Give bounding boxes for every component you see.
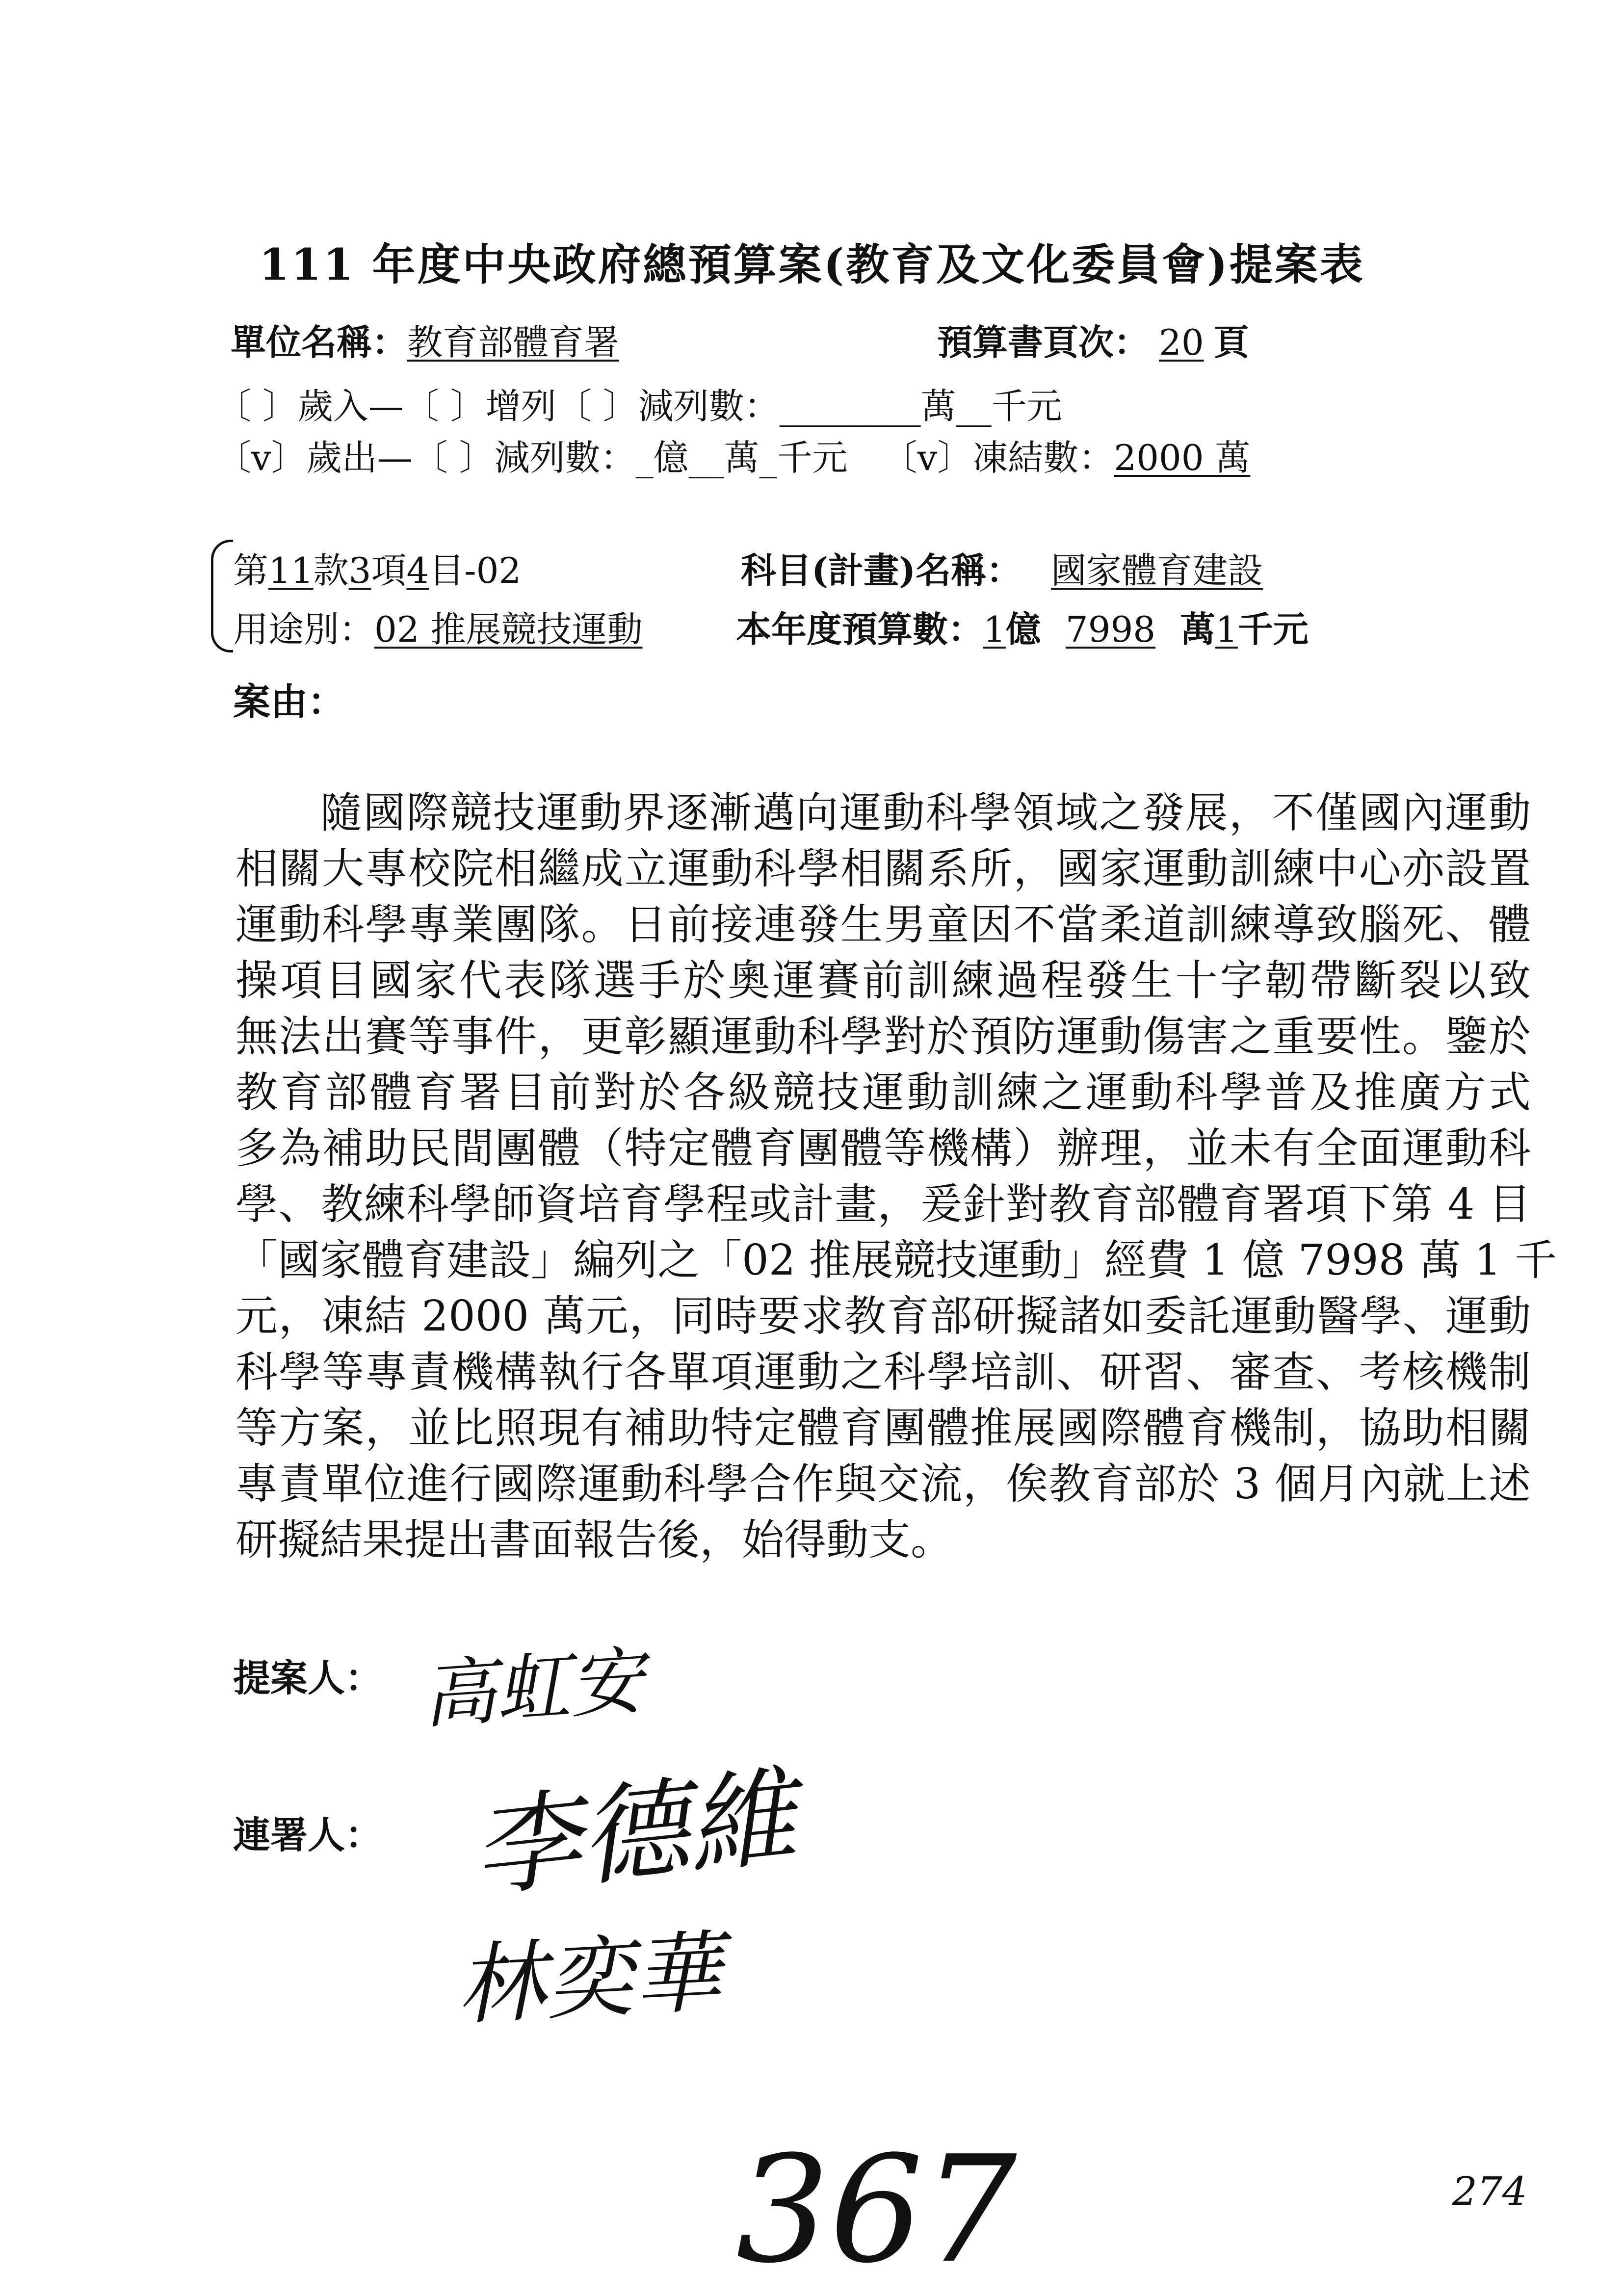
kuan-label: 款 [313, 550, 349, 591]
page-ref-row [937, 314, 1249, 365]
page-ref-suffix: 頁 [1213, 321, 1249, 363]
body-line: 操項目國家代表隊選手於奧運賽前訓練過程發生十字韌帶斷裂以致 [236, 956, 1531, 1005]
subject-value: 國家體育建設 [1051, 550, 1263, 591]
mu-label: 目-02 [429, 550, 522, 591]
budget-label: 本年度預算數： [736, 608, 984, 650]
proposer-signature: 高虹安 [419, 1638, 646, 1739]
body-line: 「國家體育建設」編列之「02 推展競技運動」經費 1 億 7998 萬 1 千 [236, 1236, 1557, 1285]
reason-label: 案由： [233, 680, 345, 724]
freeze-value: 2000 萬 [1114, 437, 1251, 478]
body-line: 研擬結果提出書面報告後，始得動支。 [236, 1515, 953, 1565]
body-line: 教育部體育署目前對於各級競技運動訓練之運動科學普及推廣方式 [236, 1068, 1531, 1117]
body-line: 相關大專校院相繼成立運動科學相關系所，國家運動訓練中心亦設置 [236, 844, 1531, 893]
budget-wan: 7998 [1065, 609, 1156, 650]
cosigner-signature-2: 林奕華 [454, 1921, 724, 2037]
handwritten-number: 367 [736, 2124, 1017, 2296]
subject-label: 科目(計畫)名稱： [741, 549, 1022, 591]
proposer-label: 提案人： [233, 1656, 382, 1700]
usage-value: 02 推展競技運動 [374, 609, 643, 650]
page-ref-label: 預算書頁次： [937, 321, 1150, 363]
expense-row [216, 429, 1250, 480]
page-number: 274 [1452, 2168, 1527, 2214]
kuan-value: 11 [268, 550, 314, 591]
body-line: 專責單位進行國際運動科學合作與交流，俟教育部於 3 個月內就上述 [236, 1460, 1531, 1509]
cosigner-label: 連署人： [233, 1813, 382, 1857]
body-line: 隨國際競技運動界逐漸邁向運動科學領域之發展，不僅國內運動 [320, 788, 1531, 837]
body-line: 等方案，並比照現有補助特定體育團體推展國際體育機制，協助相關 [236, 1404, 1531, 1453]
body-line: 科學等專責機構執行各單項運動之科學培訓、研習、審查、考核機制 [236, 1348, 1531, 1397]
item-prefix: 第 [233, 550, 269, 591]
usage-label: 用途別： [233, 609, 375, 650]
xiang-value: 3 [348, 550, 371, 591]
body-line: 運動科學專業團隊。日前接連發生男童因不當柔道訓練導致腦死、體 [236, 900, 1531, 949]
body-line: 多為補助民間團體（特定體育團體等機構）辦理，並未有全面運動科 [236, 1124, 1531, 1173]
body-line: 元，凍結 2000 萬元，同時要求教育部研擬諸如委託運動醫學、運動 [236, 1292, 1531, 1341]
budget-qian: 1 [1215, 609, 1238, 650]
page-ref-value: 20 [1159, 322, 1204, 363]
unit-row [231, 314, 619, 365]
unit-value: 教育部體育署 [407, 322, 620, 363]
budget-qian-label: 千元 [1237, 608, 1309, 650]
budget-yi: 1 [983, 609, 1006, 650]
reason-body [236, 785, 1557, 1568]
subject-row [741, 542, 1292, 593]
xiang-label: 項 [371, 550, 407, 591]
expense-text: 〔v〕歲出—〔 〕減列數：_億__萬_千元 [216, 437, 848, 478]
mu-value: 4 [406, 550, 429, 591]
bracket-decoration [211, 540, 233, 652]
body-line: 學、教練科學師資培育學程或計畫，爰針對教育部體育署項下第 4 目 [236, 1180, 1531, 1229]
unit-label: 單位名稱： [231, 321, 408, 363]
body-line: 無法出賽等事件，更彰顯運動科學對於預防運動傷害之重要性。鑒於 [236, 1012, 1531, 1061]
budget-yi-label: 億 [1005, 608, 1041, 650]
item-row [233, 542, 521, 593]
freeze-label: 〔v〕凍結數： [882, 437, 1114, 478]
cosigner-signature-1: 李德維 [466, 1754, 802, 1913]
page-title: 111 年度中央政府總預算案(教育及文化委員會)提案表 [259, 239, 1365, 290]
budget-row [736, 601, 1309, 652]
revenue-row: 〔 〕歲入—〔 〕增列〔 〕減列數：________萬__千元 [216, 386, 1062, 427]
budget-wan-label: 萬 [1180, 608, 1216, 650]
usage-row [233, 601, 643, 652]
